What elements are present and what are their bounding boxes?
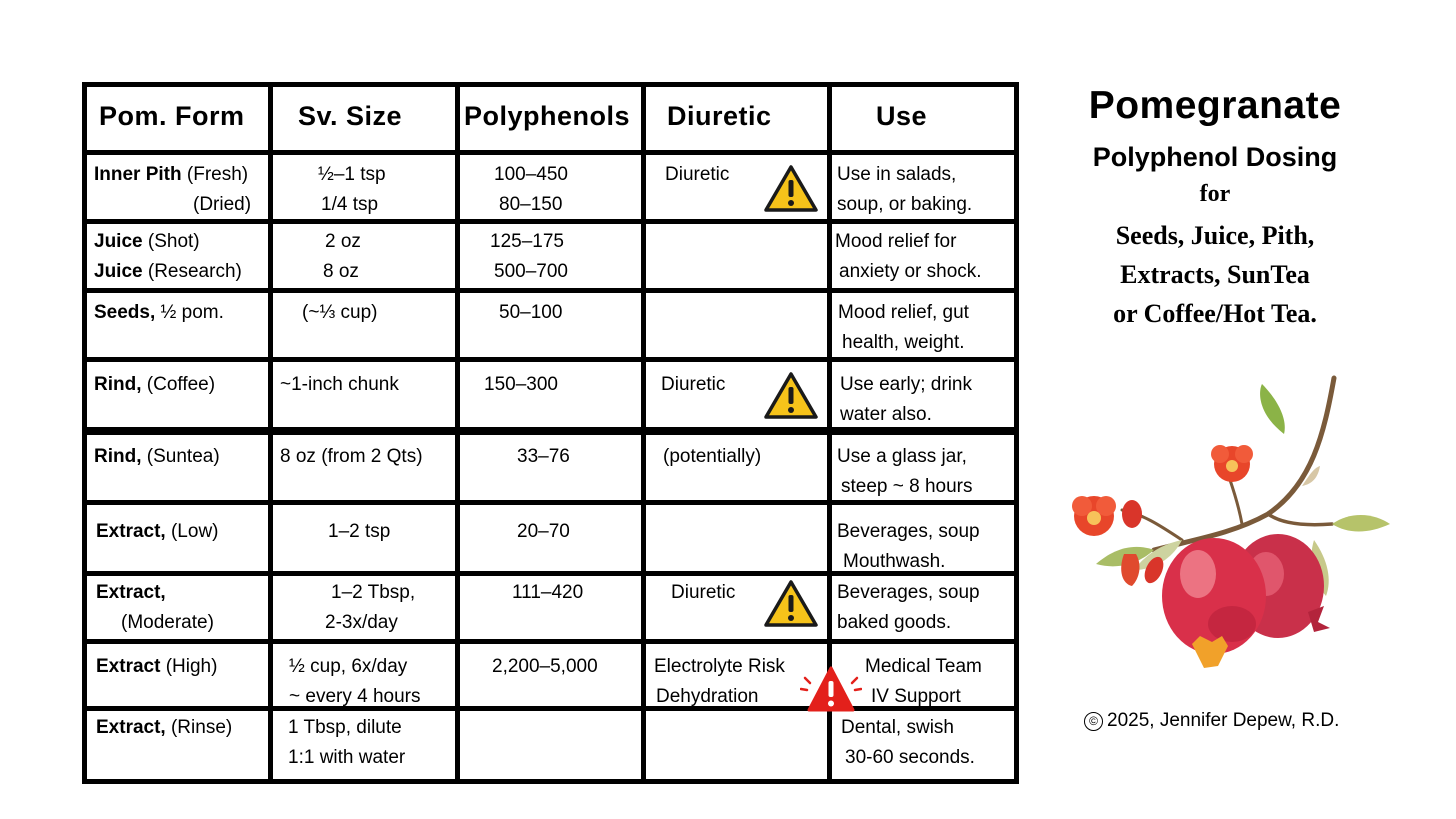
use-cell: 30-60 seconds. [845, 747, 975, 768]
use-cell: soup, or baking. [837, 194, 973, 215]
size-cell: 8 oz [323, 261, 359, 282]
use-cell: anxiety or shock. [839, 261, 982, 282]
use-cell: Dental, swish [841, 717, 954, 738]
use-cell: Beverages, soup [837, 521, 980, 542]
form-cell: Juice (Shot) [94, 231, 200, 252]
subtitle-for: for [1199, 181, 1231, 207]
form-cell: Rind, (Suntea) [94, 446, 220, 467]
use-cell: steep ~ 8 hours [841, 476, 973, 497]
use-cell: Use a glass jar, [837, 446, 967, 467]
warning-triangle-icon [763, 579, 819, 629]
polyphenols-cell: 33–76 [517, 446, 570, 467]
page-subtitle: Polyphenol Dosing [1092, 142, 1338, 172]
use-cell: Mouthwash. [843, 551, 946, 572]
forms-list [1040, 216, 1390, 333]
size-cell: 8 oz (from 2 Qts) [280, 446, 423, 467]
form-cell: Extract, [96, 582, 166, 603]
forms-line: or Coffee/Hot Tea. [1113, 299, 1317, 328]
blossom-icon [1211, 445, 1253, 482]
form-cell: Extract, (Low) [96, 521, 219, 542]
table-rule [82, 779, 1019, 784]
use-cell: baked goods. [837, 612, 952, 633]
polyphenols-cell: 2,200–5,000 [492, 656, 598, 677]
table-rule [82, 82, 1019, 87]
red-alert-icon [800, 664, 862, 716]
use-cell: Use in salads, [837, 164, 957, 185]
size-cell: 2 oz [325, 231, 361, 252]
diuretic-cell: Dehydration [656, 686, 759, 707]
table-rule [1014, 82, 1019, 784]
forms-line: Seeds, Juice, Pith, [1115, 221, 1315, 250]
form-cell: Inner Pith (Fresh) [94, 164, 249, 185]
form-cell: Seeds, ½ pom. [94, 302, 224, 323]
copyright-text: 2025, Jennifer Depew, R.D. [1107, 710, 1340, 731]
size-cell: 1/4 tsp [321, 194, 379, 215]
size-cell: 1 Tbsp, dilute [288, 717, 402, 738]
blossom-icon [1072, 496, 1116, 536]
polyphenols-cell: 50–100 [499, 302, 563, 323]
size-cell: ½–1 tsp [318, 164, 386, 185]
header-form: Pom. Form [99, 101, 245, 131]
diuretic-cell: Electrolyte Risk [654, 656, 785, 677]
polyphenols-cell: 100–450 [494, 164, 568, 185]
size-cell: (~⅓ cup) [302, 302, 378, 323]
diuretic-cell: (potentially) [663, 446, 762, 467]
size-cell: ~ every 4 hours [289, 686, 421, 707]
form-cell: Juice (Research) [94, 261, 242, 282]
polyphenols-cell: 500–700 [494, 261, 568, 282]
header-polyphenols: Polyphenols [464, 101, 631, 131]
table-rule [82, 288, 1019, 293]
copyright-symbol: © [1084, 712, 1103, 731]
header-diuretic: Diuretic [667, 101, 772, 131]
polyphenols-cell: 111–420 [512, 582, 584, 603]
copyright-notice [1084, 710, 1339, 732]
table-rule [641, 82, 646, 784]
polyphenols-cell: 125–175 [490, 231, 564, 252]
polyphenols-cell: 150–300 [484, 374, 558, 395]
use-cell: Medical Team [865, 656, 982, 677]
use-cell: health, weight. [842, 332, 965, 353]
size-cell: ½ cup, 6x/day [289, 656, 408, 677]
size-cell: 1:1 with water [288, 747, 406, 768]
polyphenols-cell: 80–150 [499, 194, 563, 215]
use-cell: Mood relief, gut [838, 302, 969, 323]
use-cell: water also. [840, 404, 932, 425]
pomegranate-fruit-icon [1162, 538, 1266, 668]
polyphenols-cell: 20–70 [517, 521, 570, 542]
header-size: Sv. Size [298, 101, 403, 131]
size-cell: 1–2 tsp [328, 521, 391, 542]
size-cell: 2-3x/day [325, 612, 398, 633]
use-cell: Use early; drink [840, 374, 972, 395]
table-rule [82, 82, 87, 784]
table-rule [268, 82, 273, 784]
diuretic-cell: Diuretic [661, 374, 726, 395]
form-cell: Rind, (Coffee) [94, 374, 216, 395]
form-cell: Extract (High) [96, 656, 218, 677]
form-cell: Extract, (Rinse) [96, 717, 233, 738]
table-rule [455, 82, 460, 784]
form-cell: (Moderate) [121, 612, 214, 633]
header-use: Use [876, 101, 928, 131]
dosing-table [82, 82, 1019, 784]
size-cell: 1–2 Tbsp, [331, 582, 416, 603]
table-rule [82, 150, 1019, 155]
diuretic-cell: Diuretic [671, 582, 736, 603]
page-title: Pomegranate [1088, 84, 1342, 127]
pomegranate-illustration [1062, 374, 1398, 674]
use-cell: Mood relief for [835, 231, 957, 252]
warning-triangle-icon [763, 371, 819, 421]
diuretic-cell: Diuretic [665, 164, 730, 185]
size-cell: ~1-inch chunk [280, 374, 399, 395]
use-cell: Beverages, soup [837, 582, 980, 603]
table-rule [82, 639, 1019, 644]
form-cell: (Dried) [193, 194, 252, 215]
forms-line: Extracts, SunTea [1120, 260, 1310, 289]
use-cell: IV Support [871, 686, 961, 707]
warning-triangle-icon [763, 164, 819, 214]
